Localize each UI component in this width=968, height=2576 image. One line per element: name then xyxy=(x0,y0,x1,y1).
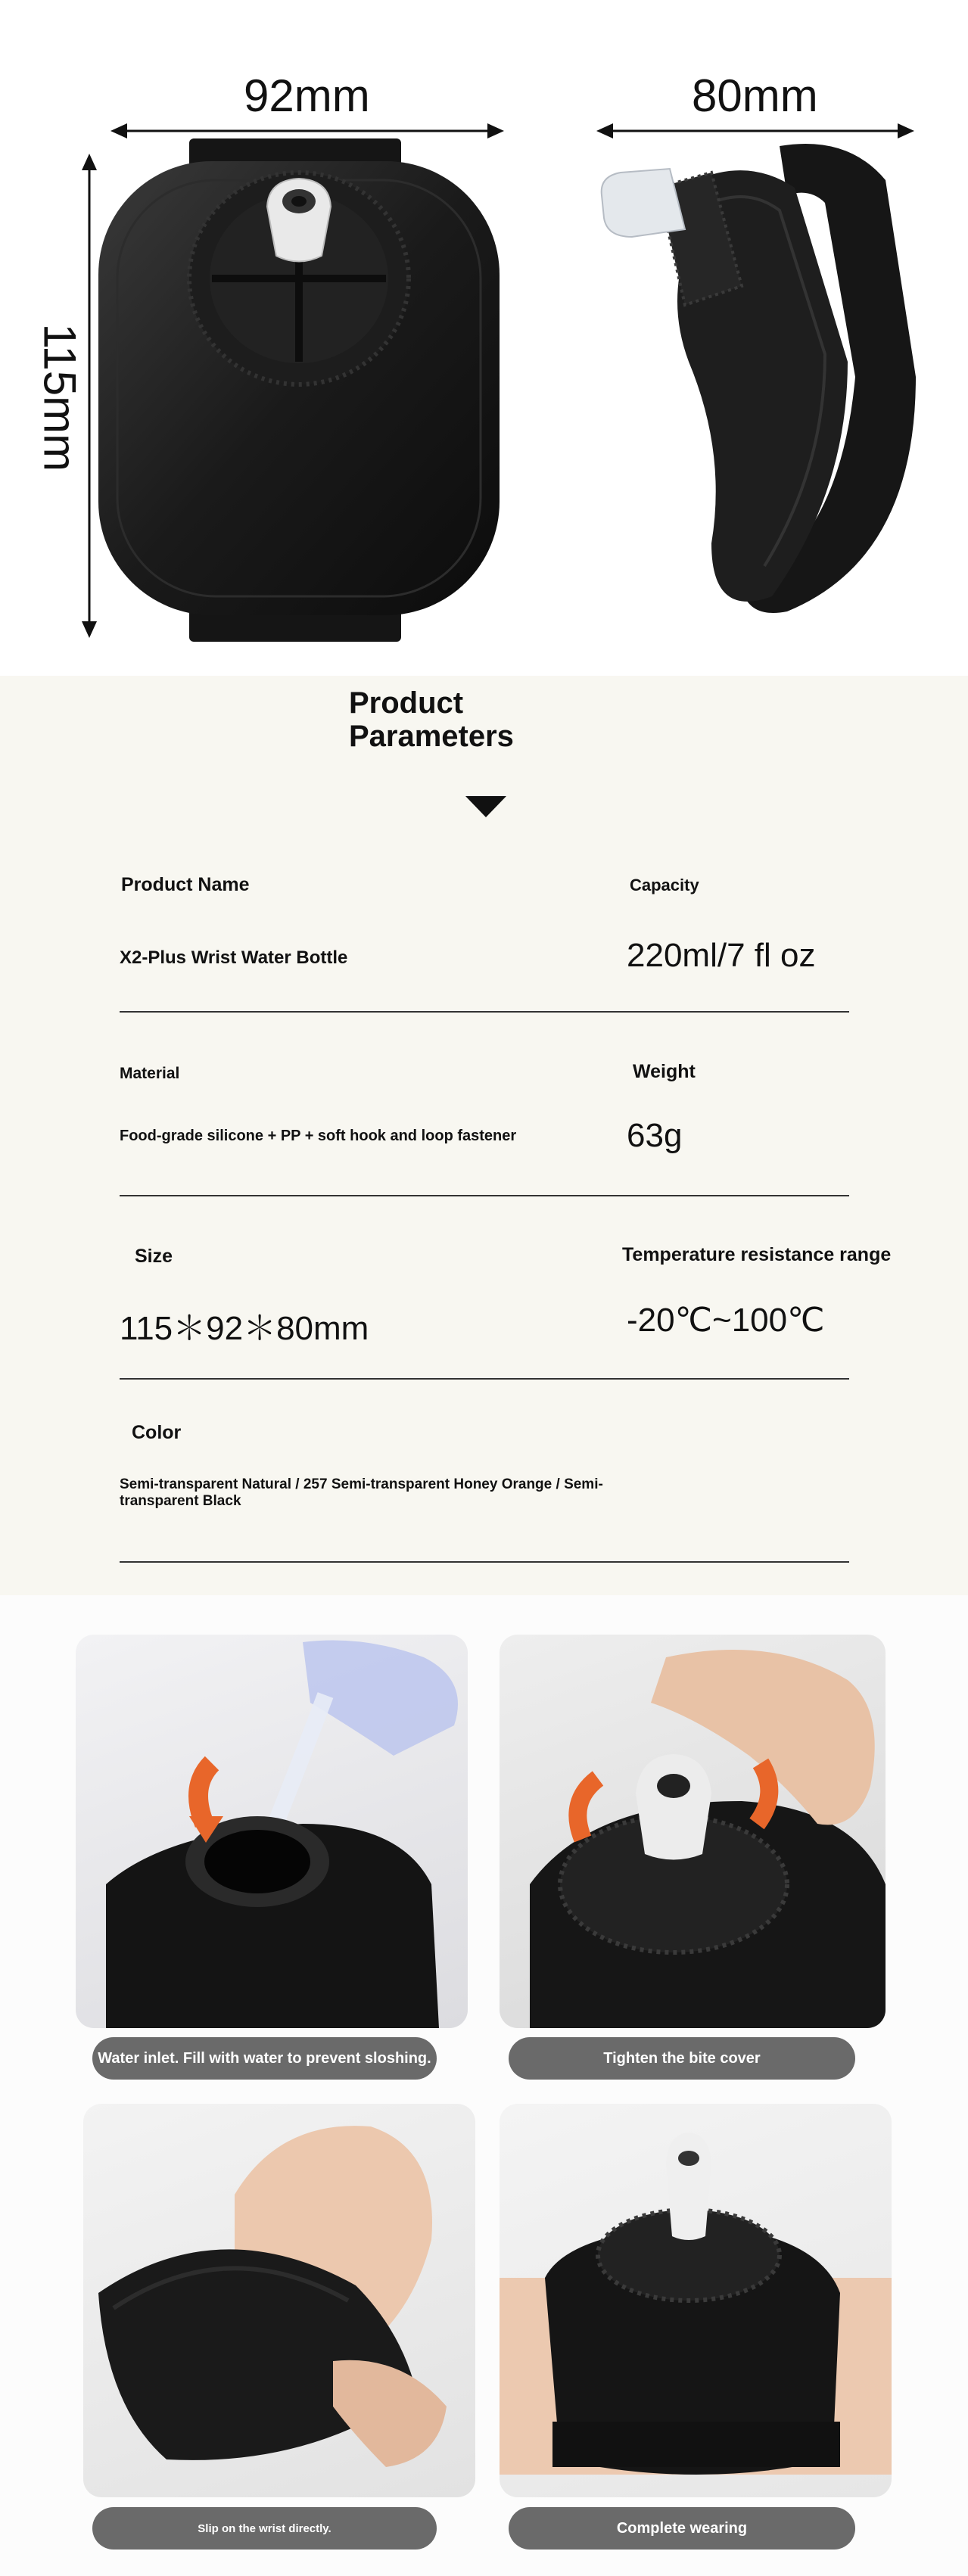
row-divider xyxy=(120,1195,849,1196)
parameters-title-line1: Product xyxy=(349,686,464,720)
product-name-label: Product Name xyxy=(121,874,250,895)
temperature-value: -20℃~100℃ xyxy=(627,1302,825,1339)
complete-wearing-photo xyxy=(500,2104,892,2497)
parameters-title-line2: Parameters xyxy=(349,720,514,753)
weight-label: Weight xyxy=(633,1061,696,1082)
water-inlet-photo xyxy=(76,1635,468,2028)
parameters-title xyxy=(349,686,514,753)
row-divider xyxy=(120,1011,849,1013)
dimensions-section xyxy=(0,0,968,676)
color-label: Color xyxy=(132,1422,182,1443)
bottle-side-view xyxy=(598,135,916,619)
product-parameters-section xyxy=(0,676,968,1595)
size-value: 115＊92＊80mm xyxy=(120,1310,369,1347)
temperature-label: Temperature resistance range xyxy=(622,1244,892,1265)
slip-on-wrist-photo xyxy=(83,2104,475,2497)
capacity-value: 220ml/7 fl oz xyxy=(627,937,816,974)
row-divider xyxy=(120,1378,849,1380)
usage-section xyxy=(0,1595,968,2576)
width-dimension-label: 92mm xyxy=(244,70,370,121)
color-value: Semi-transparent Natural / 257 Semi-transparent Honey Orange / Semi-transparent Black xyxy=(120,1476,603,1509)
caption-slip-on-wrist: Slip on the wrist directly. xyxy=(92,2507,437,2550)
tighten-cover-photo xyxy=(500,1635,886,2028)
bottle-front-view xyxy=(95,135,507,649)
material-value: Food-grade silicone + PP + soft hook and loop fastener xyxy=(120,1128,517,1144)
caption-tighten-cover: Tighten the bite cover xyxy=(509,2037,855,2080)
row-divider xyxy=(120,1561,849,1563)
caption-complete-wearing: Complete wearing xyxy=(509,2507,855,2550)
product-name-value: X2-Plus Wrist Water Bottle xyxy=(120,947,348,968)
caret-down-icon xyxy=(465,796,506,817)
material-label: Material xyxy=(120,1065,180,1082)
weight-value: 63g xyxy=(627,1117,683,1154)
height-dimension-label: 115mm xyxy=(34,323,86,472)
capacity-label: Capacity xyxy=(630,876,699,894)
depth-dimension-label: 80mm xyxy=(692,70,818,121)
caption-water-inlet: Water inlet. Fill with water to prevent sloshing. xyxy=(92,2037,437,2080)
size-label: Size xyxy=(135,1246,173,1267)
